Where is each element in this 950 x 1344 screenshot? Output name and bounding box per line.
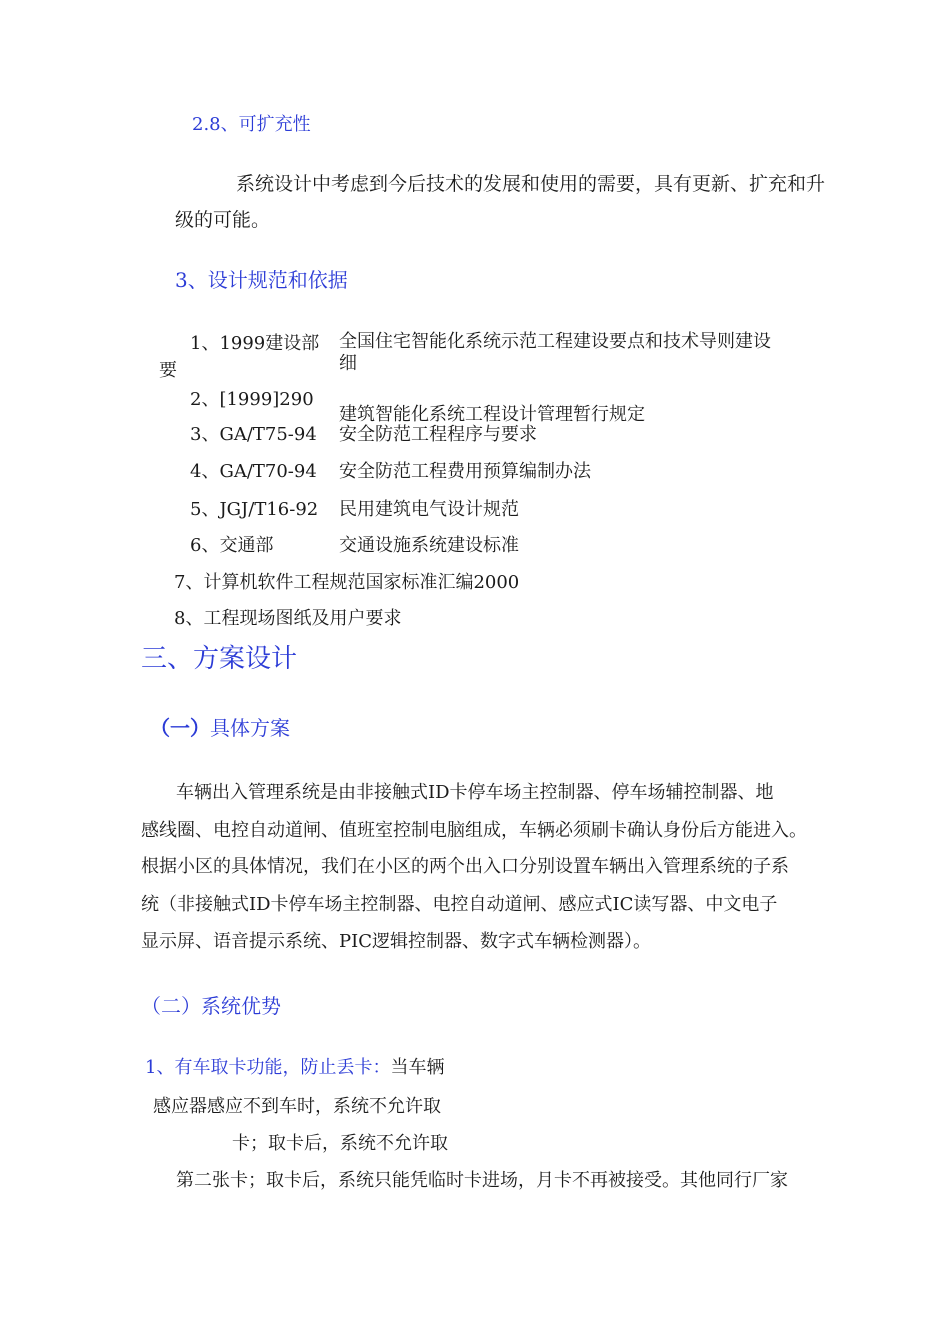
paragraph-line: 显示屏、语音提示系统、PIC逻辑控制器、数字式车辆检测器）。: [141, 931, 651, 952]
standard-title-wrap: 细: [339, 353, 357, 374]
standard-title: 民用建筑电气设计规范: [339, 499, 519, 520]
chapter-heading: 三、方案设计: [141, 644, 298, 674]
standard-title-wrap: 要: [159, 360, 177, 381]
standard-code: 3、GA/T75-94: [190, 424, 317, 445]
subsection-heading-1: [150, 712, 290, 741]
standard-title: 安全防范工程程序与要求: [339, 424, 537, 445]
advantage-text: 当车辆: [390, 1057, 445, 1078]
standard-code: 1、1999建设部: [190, 333, 320, 354]
advantage-point-1: [145, 1053, 444, 1079]
subsection-title: 具体方案: [210, 716, 290, 740]
paragraph-line: 第二张卡；取卡后，系统只能凭临时卡进场，月卡不再被接受。其他同行厂家: [176, 1170, 788, 1191]
standard-title-clipped: [339, 396, 699, 425]
section-heading-3: 3、设计规范和依据: [175, 268, 348, 292]
paragraph-line: 系统设计中考虑到今后技术的发展和使用的需要，具有更新、扩充和升: [236, 173, 826, 195]
standard-title: 交通设施系统建设标准: [339, 535, 519, 556]
standard-title: 安全防范工程费用预算编制办法: [339, 461, 591, 482]
paragraph-line: 卡；取卡后，系统不允许取: [232, 1133, 448, 1154]
paragraph-line: 统（非接触式ID卡停车场主控制器、电控自动道闸、感应式IC读写器、中文电子: [141, 894, 778, 915]
standard-code: 2、[1999]290: [190, 389, 314, 410]
standard-code: 6、交通部: [190, 535, 274, 556]
standard-code: 4、GA/T70-94: [190, 461, 317, 482]
subsection-number: （一）: [150, 716, 210, 740]
standard-code: 5、JGJ/T16-92: [190, 499, 319, 520]
paragraph-line: 根据小区的具体情况，我们在小区的两个出入口分别设置车辆出入管理系统的子系: [141, 856, 789, 877]
section-heading-2-8: 2.8、可扩充性: [192, 114, 311, 135]
subsection-heading-2: （二）系统优势: [141, 994, 281, 1018]
advantage-title: 1、有车取卡功能，防止丢卡：: [145, 1057, 391, 1078]
paragraph-line: 车辆出入管理系统是由非接触式ID卡停车场主控制器、停车场辅控制器、地: [176, 782, 774, 803]
paragraph-line: 感线圈、电控自动道闸、值班室控制电脑组成，车辆必须刷卡确认身份后方能进入。: [141, 820, 807, 841]
standard-item-7: 7、计算机软件工程规范国家标准汇编2000: [174, 572, 520, 593]
standard-item-8: 8、工程现场图纸及用户要求: [174, 608, 402, 629]
standard-title: 全国住宅智能化系统示范工程建设要点和技术导则建设: [339, 331, 771, 352]
standard-title: 建筑智能化系统工程设计管理暂行规定: [339, 404, 645, 425]
paragraph-line: 级的可能。: [175, 209, 271, 231]
paragraph-line: 感应器感应不到车时，系统不允许取: [153, 1096, 441, 1117]
